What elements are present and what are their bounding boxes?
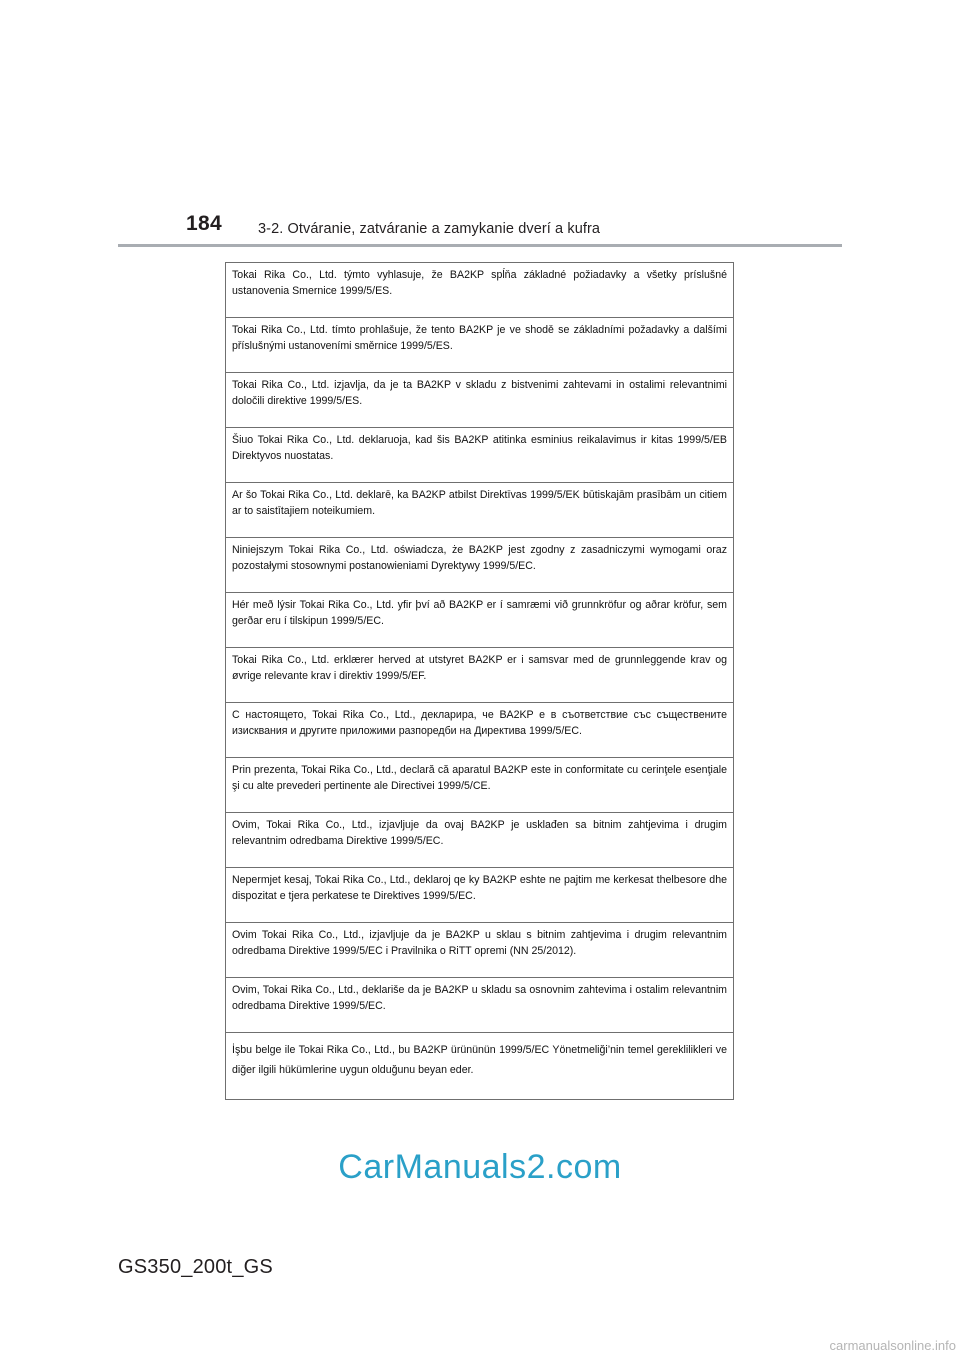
page-header (0, 0, 960, 250)
declaration-croatian: Ovim Tokai Rika Co., Ltd., izjavljuje da je BA2KP u sklau s bitnim zahtjevima i drugim relevantnim odredbama Direktive 1999/5/EC i Pravilnika o RiTT opremi (NN 25/2012). (226, 923, 733, 978)
declaration-albanian: Nepermjet kesaj, Tokai Rika Co., Ltd., deklaroj qe ky BA2KP eshte ne pajtim me kerkesat thelbesore dhe dispozitat e tjera perkatese te Direktives 1999/5/EC. (226, 868, 733, 923)
watermark: CarManuals2.com (338, 1148, 622, 1186)
declaration-latvian: Ar šo Tokai Rika Co., Ltd. deklarē, ka BA2KP atbilst Direktīvas 1999/5/EK būtiskajām prasībām un citiem ar to saistītajiem noteikumiem. (226, 483, 733, 538)
declaration-bulgarian: С настоящето, Tokai Rika Co., Ltd., декларира, че BA2KP е в съответствие със съществените изисквания и другите приложими разпоредби на Директива 1999/5/EC. (226, 703, 733, 758)
header-divider (118, 244, 842, 247)
declaration-romanian: Prin prezenta, Tokai Rika Co., Ltd., declară că aparatul BA2KP este in conformitate cu cerinţele esenţiale şi cu alte prevederi pertinente ale Directivei 1999/5/CE. (226, 758, 733, 813)
declaration-serbian: Ovim, Tokai Rika Co., Ltd., deklariše da je BA2KP u skladu sa osnovnim zahtevima i ostalim relevantnim odredbama Direktive 1999/5/EC. (226, 978, 733, 1033)
declaration-icelandic: Hér með lýsir Tokai Rika Co., Ltd. yfir því að BA2KP er í samræmi við grunnkröfur og aðrar kröfur, sem gerðar eru í tilskipun 1999/5/EC. (226, 593, 733, 648)
declaration-slovenian: Tokai Rika Co., Ltd. izjavlja, da je ta BA2KP v skladu z bistvenimi zahtevami in ostalimi relevantnimi določili direktive 1999/5/ES. (226, 373, 733, 428)
declaration-lithuanian: Šiuo Tokai Rika Co., Ltd. deklaruoja, kad šis BA2KP atitinka esminius reikalavimus ir kitas 1999/5/EB Direktyvos nuostatas. (226, 428, 733, 483)
declaration-turkish: İşbu belge ile Tokai Rika Co., Ltd., bu BA2KP ürününün 1999/5/EC Yönetmeliği’nin temel gereklilikleri ve diğer ilgili hükümlerine uygun olduğunu beyan eder. (232, 1044, 727, 1076)
declaration-bosnian: Ovim, Tokai Rika Co., Ltd., izjavljuje da ovaj BA2KP je usklađen sa bitnim zahtjevima i drugim relevantnim odredbama Direktive 1999/5/EC. (226, 813, 733, 868)
page-number: 184 (186, 212, 222, 235)
declaration-norwegian: Tokai Rika Co., Ltd. erklærer herved at utstyret BA2KP er i samsvar med de grunnleggende krav og øvrige relevante krav i direktiv 1999/5/EF. (226, 648, 733, 703)
source-watermark: carmanualsonline.info (829, 1338, 956, 1353)
declaration-slovak: Tokai Rika Co., Ltd. týmto vyhlasuje, že BA2KP spĺňa základné požiadavky a všetky príslušné ustanovenia Smernice 1999/5/ES. (226, 263, 733, 318)
section-title: 3-2. Otváranie, zatváranie a zamykanie dverí a kufra (258, 221, 601, 237)
declaration-table (225, 262, 734, 1100)
model-code: GS350_200t_GS (118, 1256, 273, 1278)
declaration-czech: Tokai Rika Co., Ltd. tímto prohlašuje, že tento BA2KP je ve shodě se základními požadavky a dalšími příslušnými ustanoveními směrnice 1999/5/ES. (226, 318, 733, 373)
declaration-polish: Niniejszym Tokai Rika Co., Ltd. oświadcza, że BA2KP jest zgodny z zasadniczymi wymogami oraz pozostałymi stosownymi postanowieniami Dyrektywy 1999/5/EC. (226, 538, 733, 593)
